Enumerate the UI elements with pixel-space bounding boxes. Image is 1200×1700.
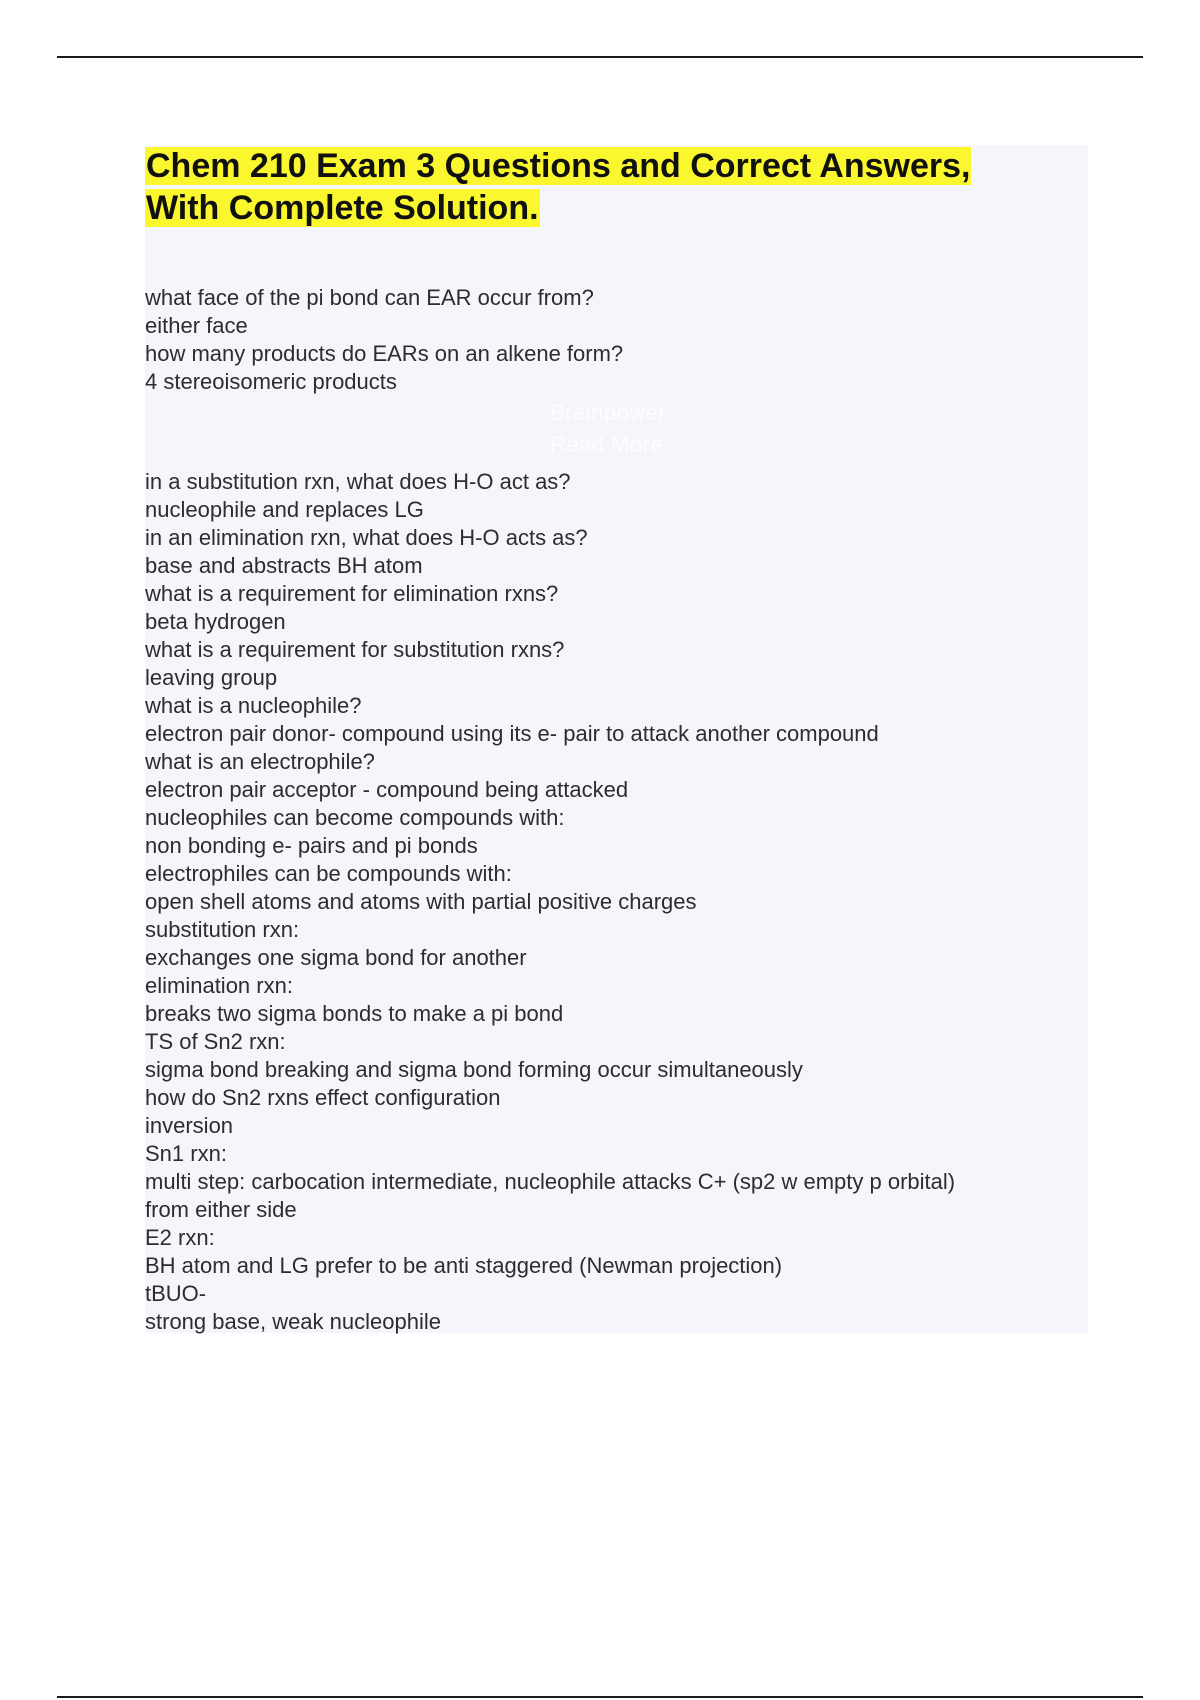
qa-line: from either side bbox=[145, 1197, 297, 1222]
qa-line: electron pair donor- compound using its e- pair to attack another compound bbox=[145, 721, 879, 746]
qa-line: base and abstracts BH atom bbox=[145, 553, 423, 578]
qa-line: inversion bbox=[145, 1113, 234, 1138]
watermark-line1: Brainpower bbox=[550, 400, 667, 425]
page-bottom-rule bbox=[57, 1696, 1143, 1698]
qa-line: how do Sn2 rxns effect configuration bbox=[145, 1085, 501, 1110]
qa-line: substitution rxn: bbox=[145, 917, 300, 942]
qa-line: Sn1 rxn: bbox=[145, 1141, 227, 1166]
qa-line: in an elimination rxn, what does H-O acts as? bbox=[145, 525, 588, 550]
qa-line: what is a requirement for elimination rxns? bbox=[145, 581, 559, 606]
qa-line: strong base, weak nucleophile bbox=[145, 1309, 441, 1334]
watermark bbox=[550, 397, 666, 461]
qa-list-part1 bbox=[145, 284, 1075, 396]
qa-line: breaks two sigma bonds to make a pi bond bbox=[145, 1001, 564, 1026]
document-title bbox=[145, 145, 971, 229]
qa-line: exchanges one sigma bond for another bbox=[145, 945, 527, 970]
qa-list-part2 bbox=[145, 468, 1075, 1336]
qa-line: leaving group bbox=[145, 665, 278, 690]
qa-line: what is an electrophile? bbox=[145, 749, 375, 774]
qa-line: nucleophile and replaces LG bbox=[145, 497, 424, 522]
document-content bbox=[145, 145, 1088, 1333]
qa-line: sigma bond breaking and sigma bond forming occur simultaneously bbox=[145, 1057, 803, 1082]
qa-line: elimination rxn: bbox=[145, 973, 293, 998]
page-top-rule bbox=[57, 56, 1143, 58]
watermark-line2: Read More bbox=[550, 432, 664, 457]
qa-line: how many products do EARs on an alkene form? bbox=[145, 341, 624, 366]
document-title-line2: With Complete Solution. bbox=[146, 189, 539, 227]
qa-line: TS of Sn2 rxn: bbox=[145, 1029, 286, 1054]
qa-line: nucleophiles can become compounds with: bbox=[145, 805, 565, 830]
qa-line: E2 rxn: bbox=[145, 1225, 215, 1250]
qa-line: 4 stereoisomeric products bbox=[145, 369, 397, 394]
qa-line: electrophiles can be compounds with: bbox=[145, 861, 512, 886]
qa-line: electron pair acceptor - compound being attacked bbox=[145, 777, 629, 802]
qa-line: in a substitution rxn, what does H-O act as? bbox=[145, 469, 571, 494]
qa-line: multi step: carbocation intermediate, nucleophile attacks C+ (sp2 w empty p orbital) bbox=[145, 1169, 956, 1194]
qa-line: BH atom and LG prefer to be anti staggered (Newman projection) bbox=[145, 1253, 783, 1278]
qa-line: open shell atoms and atoms with partial positive charges bbox=[145, 889, 697, 914]
qa-line: what is a requirement for substitution rxns? bbox=[145, 637, 565, 662]
qa-line: tBUO- bbox=[145, 1281, 207, 1306]
qa-line: either face bbox=[145, 313, 248, 338]
qa-line: what is a nucleophile? bbox=[145, 693, 362, 718]
qa-line: non bonding e- pairs and pi bonds bbox=[145, 833, 478, 858]
document-title-line1: Chem 210 Exam 3 Questions and Correct Answers, bbox=[146, 147, 971, 185]
qa-line: beta hydrogen bbox=[145, 609, 286, 634]
qa-line: what face of the pi bond can EAR occur from? bbox=[145, 285, 594, 310]
